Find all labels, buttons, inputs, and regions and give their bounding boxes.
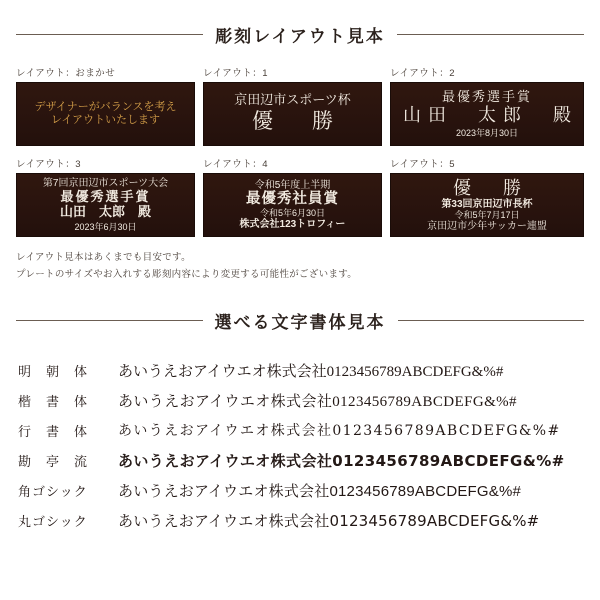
plate-line: 2023年6月30日 [74, 221, 137, 232]
plate-line: 優 勝 [453, 177, 528, 198]
font-name-label: 丸ゴシック [18, 513, 88, 529]
layout-note-line: プレートのサイズやお入れする彫刻内容により変更する可能性がございます。 [16, 269, 358, 280]
layout-sample-label: レイアウト：4 [203, 159, 269, 170]
layout-sample-label: レイアウト：おまかせ [16, 68, 116, 79]
plate-line: 令和5年度上半期 [254, 179, 331, 191]
top-spacer [0, 0, 600, 22]
font-name-label: 角ゴシック [18, 483, 88, 499]
plate-line: 京田辺市スポーツ杯 [234, 92, 351, 108]
font-name-label: 楷 書 体 [18, 393, 89, 409]
layout-section-title: 彫刻レイアウト見本 [215, 27, 385, 46]
heading-rule-left [16, 34, 203, 35]
plate-line: レイアウトいたします [50, 114, 161, 126]
font-sample-row [18, 355, 582, 385]
font-sample-text: あいうえおアイウエオ株式会社0123456789ABCDEFG&%# [118, 451, 565, 470]
font-sample-text: あいうえおアイウエオ株式会社0123456789ABCDEFG&%# [118, 511, 540, 530]
plate-line: 第7回京田辺市スポーツ大会 [42, 178, 169, 190]
layout-sample-grid [0, 65, 600, 237]
engraved-plate [16, 82, 195, 146]
font-sample-text: あいうえおアイウエオ株式会社0123456789ABCDEFG&%# [118, 482, 522, 500]
engraved-plate [203, 173, 382, 237]
layout-notes [0, 249, 600, 280]
engraved-plate [390, 82, 584, 146]
plate-line: 最優秀社員賞 [246, 191, 339, 208]
font-sample-row [18, 475, 582, 505]
font-name-label: 行 書 体 [18, 423, 89, 439]
heading-rule-left [16, 320, 203, 321]
layout-sample-cell [16, 65, 195, 146]
plate-line: 2023年8月30日 [455, 127, 519, 138]
heading-rule-right [398, 320, 585, 321]
layout-section-heading [0, 22, 600, 47]
font-sample-row [18, 445, 582, 475]
font-name-label: 勘 亭 流 [18, 453, 89, 469]
layout-sample-label: レイアウト：5 [390, 159, 456, 170]
engraved-plate [16, 173, 195, 237]
layout-sample-label: レイアウト：1 [203, 68, 269, 79]
layout-sample-label: レイアウト：2 [390, 68, 456, 79]
fonts-section-heading [0, 308, 600, 333]
font-sample-row [18, 385, 582, 415]
plate-line: 最優秀選手賞 [60, 188, 151, 204]
engraved-plate [203, 82, 382, 146]
font-sample-text: あいうえおアイウエオ株式会社0123456789ABCDEFG&%# [118, 393, 517, 410]
engraved-plate [390, 173, 584, 237]
plate-line: 山田 太郎 殿 [403, 104, 578, 125]
font-sample-list [0, 355, 600, 535]
plate-line: 京田辺市少年サッカー連盟 [427, 220, 547, 232]
layout-sample-cell [390, 156, 584, 237]
font-sample-text: あいうえおアイウエオ株式会社0123456789ABCDEFG&%# [118, 363, 504, 380]
heading-rule-right [397, 34, 584, 35]
layout-sample-cell [203, 156, 382, 237]
plate-line: 優 勝 [252, 110, 342, 134]
fonts-section-title: 選べる文字書体見本 [214, 313, 386, 332]
layout-sample-cell [390, 65, 584, 146]
plate-line: 最優秀選手賞 [441, 89, 532, 105]
layout-sample-cell [203, 65, 382, 146]
plate-line: 株式会社123トロフィー [239, 218, 346, 230]
font-sample-row [18, 505, 582, 535]
plate-line: 令和5年6月30日 [259, 208, 326, 219]
plate-line: デザイナーがバランスを考え [34, 101, 177, 114]
plate-line: 第33回京田辺市長杯 [441, 198, 533, 210]
layout-sample-label: レイアウト：3 [16, 159, 82, 170]
plate-line: 山田 太郎 殿 [59, 203, 151, 219]
font-name-label: 明 朝 体 [18, 363, 89, 379]
layout-sample-cell [16, 156, 195, 237]
layout-note-line: レイアウト見本はあくまでも目安です。 [16, 252, 191, 263]
font-sample-text: あいうえおアイウエオ株式会社0123456789ABCDEFG&%# [118, 423, 561, 439]
plate-line: 令和5年7月17日 [454, 210, 520, 221]
font-sample-row [18, 415, 582, 445]
